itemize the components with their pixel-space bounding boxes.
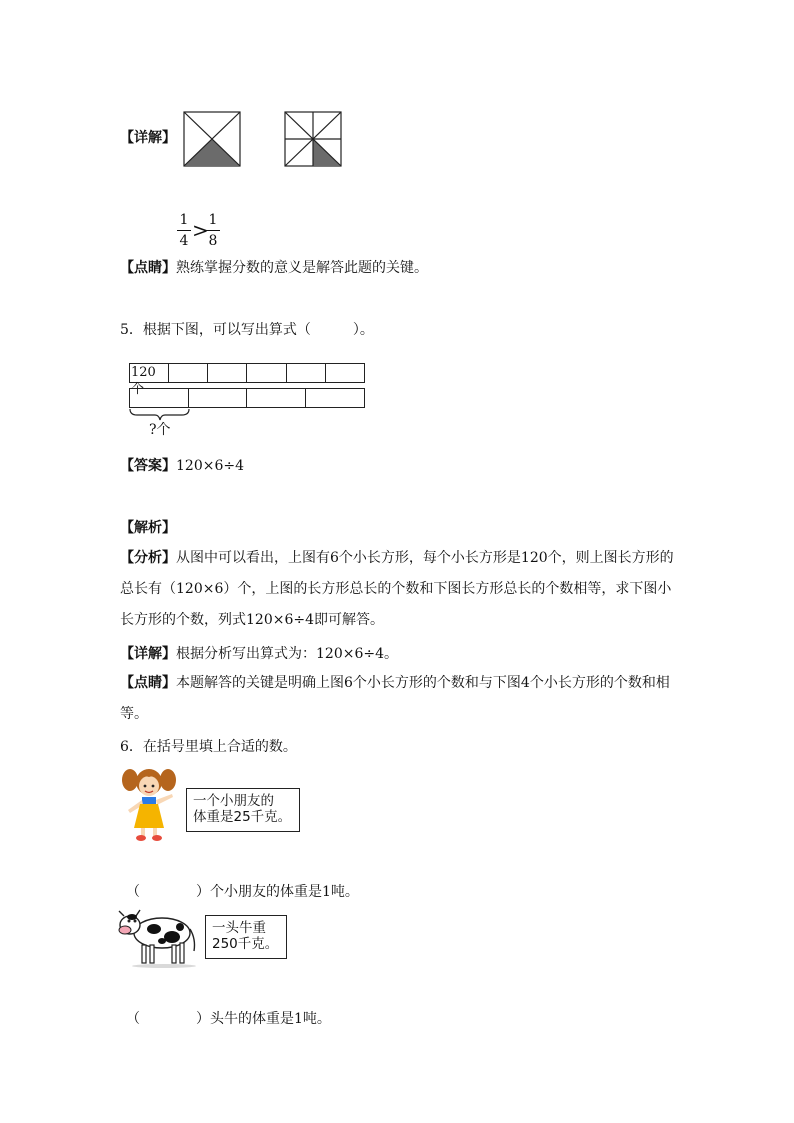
girl-illustration	[118, 764, 180, 844]
analysis-tag: 【分析】	[120, 550, 176, 566]
bottom-bar-cell	[129, 388, 189, 408]
top-bar-cell-labeled	[129, 363, 169, 397]
shaded-quarter	[184, 139, 240, 166]
girl-weight-line-1: 一个小朋友的	[193, 793, 274, 809]
bottom-bar-cell	[246, 388, 306, 408]
girl-weight-line-2: 体重是25千克。	[193, 809, 292, 825]
fraction-one-eighth	[206, 212, 220, 249]
detail-line	[120, 644, 398, 664]
square-quarter-diagram	[183, 111, 241, 167]
answer-label: 【答案】	[120, 458, 176, 474]
denominator: 8	[208, 233, 218, 249]
top-bar-cell	[325, 363, 365, 383]
answer-line	[120, 456, 244, 476]
question-5-stem: 5．根据下图，可以写出算式（ ）。	[120, 322, 374, 338]
tip-text: 熟练掌握分数的意义是解答此题的关键。	[176, 260, 428, 276]
analysis-paragraph	[120, 543, 680, 636]
detail-tag: 【详解】	[120, 646, 176, 662]
top-bar-cell	[168, 363, 208, 383]
cow-illustration	[116, 905, 200, 969]
detail-text: 根据分析写出算式为：120×6÷4。	[176, 646, 398, 662]
top-bar-cell	[207, 363, 247, 383]
analysis-text: 从图中可以看出，上图有6个小长方形，每个小长方形是120个，则上图长方形的总长有（120×6）个，上图的长方形总长的个数和下图长方形总长的个数相等，求下图小长方形的个数，列式120×6÷4即可解答。	[120, 550, 674, 628]
bottom-bar-cell	[305, 388, 365, 408]
denominator: 4	[179, 233, 189, 249]
analysis-heading: 【解析】	[120, 520, 176, 536]
bottom-bar-cell	[188, 388, 247, 408]
top-bar-label: 120个	[131, 365, 156, 397]
blank-question-2: （ ）头牛的体重是1吨。	[126, 1011, 331, 1027]
fraction-one-quarter	[177, 212, 191, 249]
tip-tag: 【点睛】	[120, 675, 176, 691]
answer-text: 120×6÷4	[176, 458, 244, 474]
girl-weight-box	[186, 788, 300, 832]
tip-label: 【点睛】	[120, 260, 176, 276]
numerator: 1	[179, 212, 189, 228]
tip-paragraph	[120, 668, 680, 730]
cow-weight-line-1: 一头牛重	[212, 920, 266, 936]
cow-weight-box	[205, 915, 287, 959]
numerator: 1	[208, 212, 218, 228]
square-eighth-diagram	[284, 111, 342, 167]
cow-weight-line-2: 250千克。	[212, 936, 279, 952]
question-6-stem: 6．在括号里填上合适的数。	[120, 739, 297, 755]
tip-text: 本题解答的关键是明确上图6个小长方形的个数和与下图4个小长方形的个数和相等。	[120, 675, 670, 722]
greater-than-sign: >	[192, 218, 209, 242]
top-bar-cell	[286, 363, 326, 383]
tip-line	[120, 258, 428, 278]
bottom-bar-label: ?个	[149, 422, 171, 438]
top-bar-cell	[246, 363, 287, 383]
blank-question-1: （ ）个小朋友的体重是1吨。	[126, 884, 359, 900]
detail-label: 【详解】	[120, 130, 176, 146]
